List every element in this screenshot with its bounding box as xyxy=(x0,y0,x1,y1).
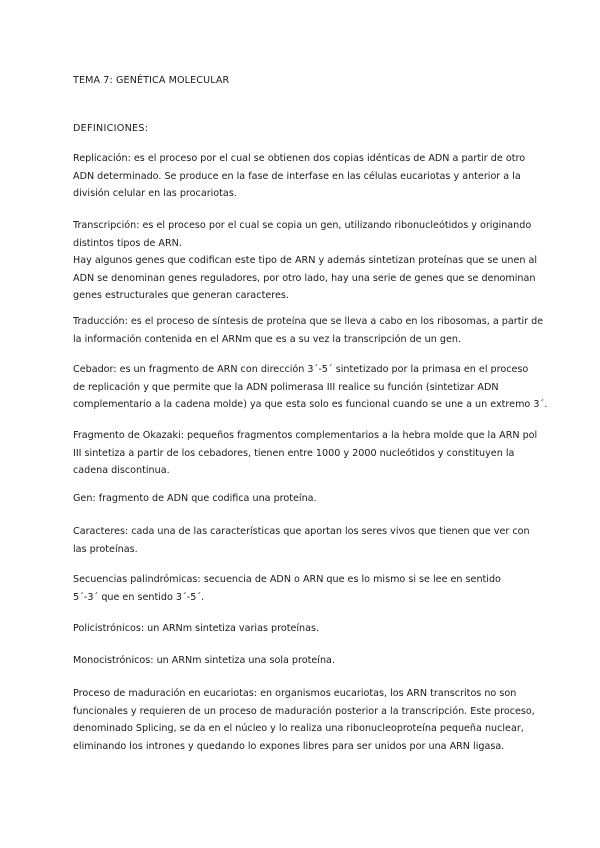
paragraph-caracteres xyxy=(73,523,533,558)
paragraph-maduracion xyxy=(73,685,533,755)
paragraph-line: ADN determinado. Se produce en la fase de interfase en las células eucariotas y anterior a la xyxy=(73,170,521,182)
paragraph-line: Cebador: es un fragmento de ARN con dirección 3´-5´ sintetizado por la primasa en el proceso xyxy=(73,364,529,375)
paragraph-line: Policistrónicos: un ARNm sintetiza varias proteínas. xyxy=(73,623,320,634)
paragraph-policistronicos xyxy=(73,620,533,638)
paragraph-monocistronicos xyxy=(73,652,533,670)
paragraph-replicacion xyxy=(73,150,533,203)
paragraph-cebador xyxy=(73,361,548,414)
paragraph-line: denominado Splicing, se da en el núcleo y lo realiza una ribonucleoproteína pequeña nuclear, xyxy=(73,723,524,734)
paragraph-line: III sintetiza a partir de los cebadores, tienen entre 1000 y 2000 nucleótidos y constituyen la xyxy=(73,447,515,459)
paragraph-line: cadena discontinua. xyxy=(73,465,170,476)
paragraph-line: las proteínas. xyxy=(73,543,138,555)
paragraph-transcripcion xyxy=(73,217,538,305)
document-title: TEMA 7: GENÉTICA MOLECULAR xyxy=(73,75,230,86)
paragraph-line: Fragmento de Okazaki: pequeños fragmentos complementarios a la hebra molde que la ARN pol xyxy=(73,430,538,441)
paragraph-line: 5´-3´ que en sentido 3´-5´. xyxy=(73,591,205,603)
paragraph-gen xyxy=(73,490,533,508)
paragraph-line: Caracteres: cada una de las características que aportan los seres vivos que tienen que ver con xyxy=(73,526,530,537)
section-heading: DEFINICIONES: xyxy=(73,123,149,134)
paragraph-palindromicas xyxy=(73,571,533,606)
paragraph-line: Secuencias palindrómicas: secuencia de ADN o ARN que es lo mismo si se lee en sentido xyxy=(73,574,501,585)
paragraph-line: complementario a la cadena molde) ya que esta solo es funcional cuando se une a un extremo 3´. xyxy=(73,399,548,410)
paragraph-line: Hay algunos genes que codifican este tipo de ARN y además sintetizan proteínas que se unen al xyxy=(73,255,538,266)
paragraph-line: ADN se denominan genes reguladores, por otro lado, hay una serie de genes que se denominan xyxy=(73,272,536,284)
paragraph-line: Proceso de maduración en eucariotas: en organismos eucariotas, los ARN transcritos no son xyxy=(73,688,517,699)
paragraph-line: Gen: fragmento de ADN que codifica una proteína. xyxy=(73,493,317,504)
paragraph-line: división celular en las procariotas. xyxy=(73,188,237,199)
paragraph-traduccion xyxy=(73,313,544,348)
paragraph-line: distintos tipos de ARN. xyxy=(73,237,182,249)
paragraph-line: la información contenida en el ARNm que es a su vez la transcripción de un gen. xyxy=(73,333,461,345)
paragraph-line: Monocistrónicos: un ARNm sintetiza una sola proteína. xyxy=(73,655,335,666)
paragraph-okazaki xyxy=(73,427,538,480)
paragraph-line: eliminando los intrones y quedando lo expones libres para ser unidos por una ARN ligasa. xyxy=(73,740,505,752)
paragraph-line: Traducción: es el proceso de síntesis de proteína que se lleva a cabo en los ribosomas, a partir de xyxy=(73,316,544,327)
paragraph-line: funcionales y requieren de un proceso de maduración posterior a la transcripción. Este proceso, xyxy=(73,705,535,717)
paragraph-line: genes estructurales que generan caracteres. xyxy=(73,290,289,301)
paragraph-line: Transcripción: es el proceso por el cual se copia un gen, utilizando ribonucleótidos y originando xyxy=(73,220,532,231)
paragraph-line: de replicación y que permite que la ADN polimerasa III realice su función (sintetizar ADN xyxy=(73,381,499,393)
paragraph-line: Replicación: es el proceso por el cual se obtienen dos copias idénticas de ADN a partir de otro xyxy=(73,153,526,164)
